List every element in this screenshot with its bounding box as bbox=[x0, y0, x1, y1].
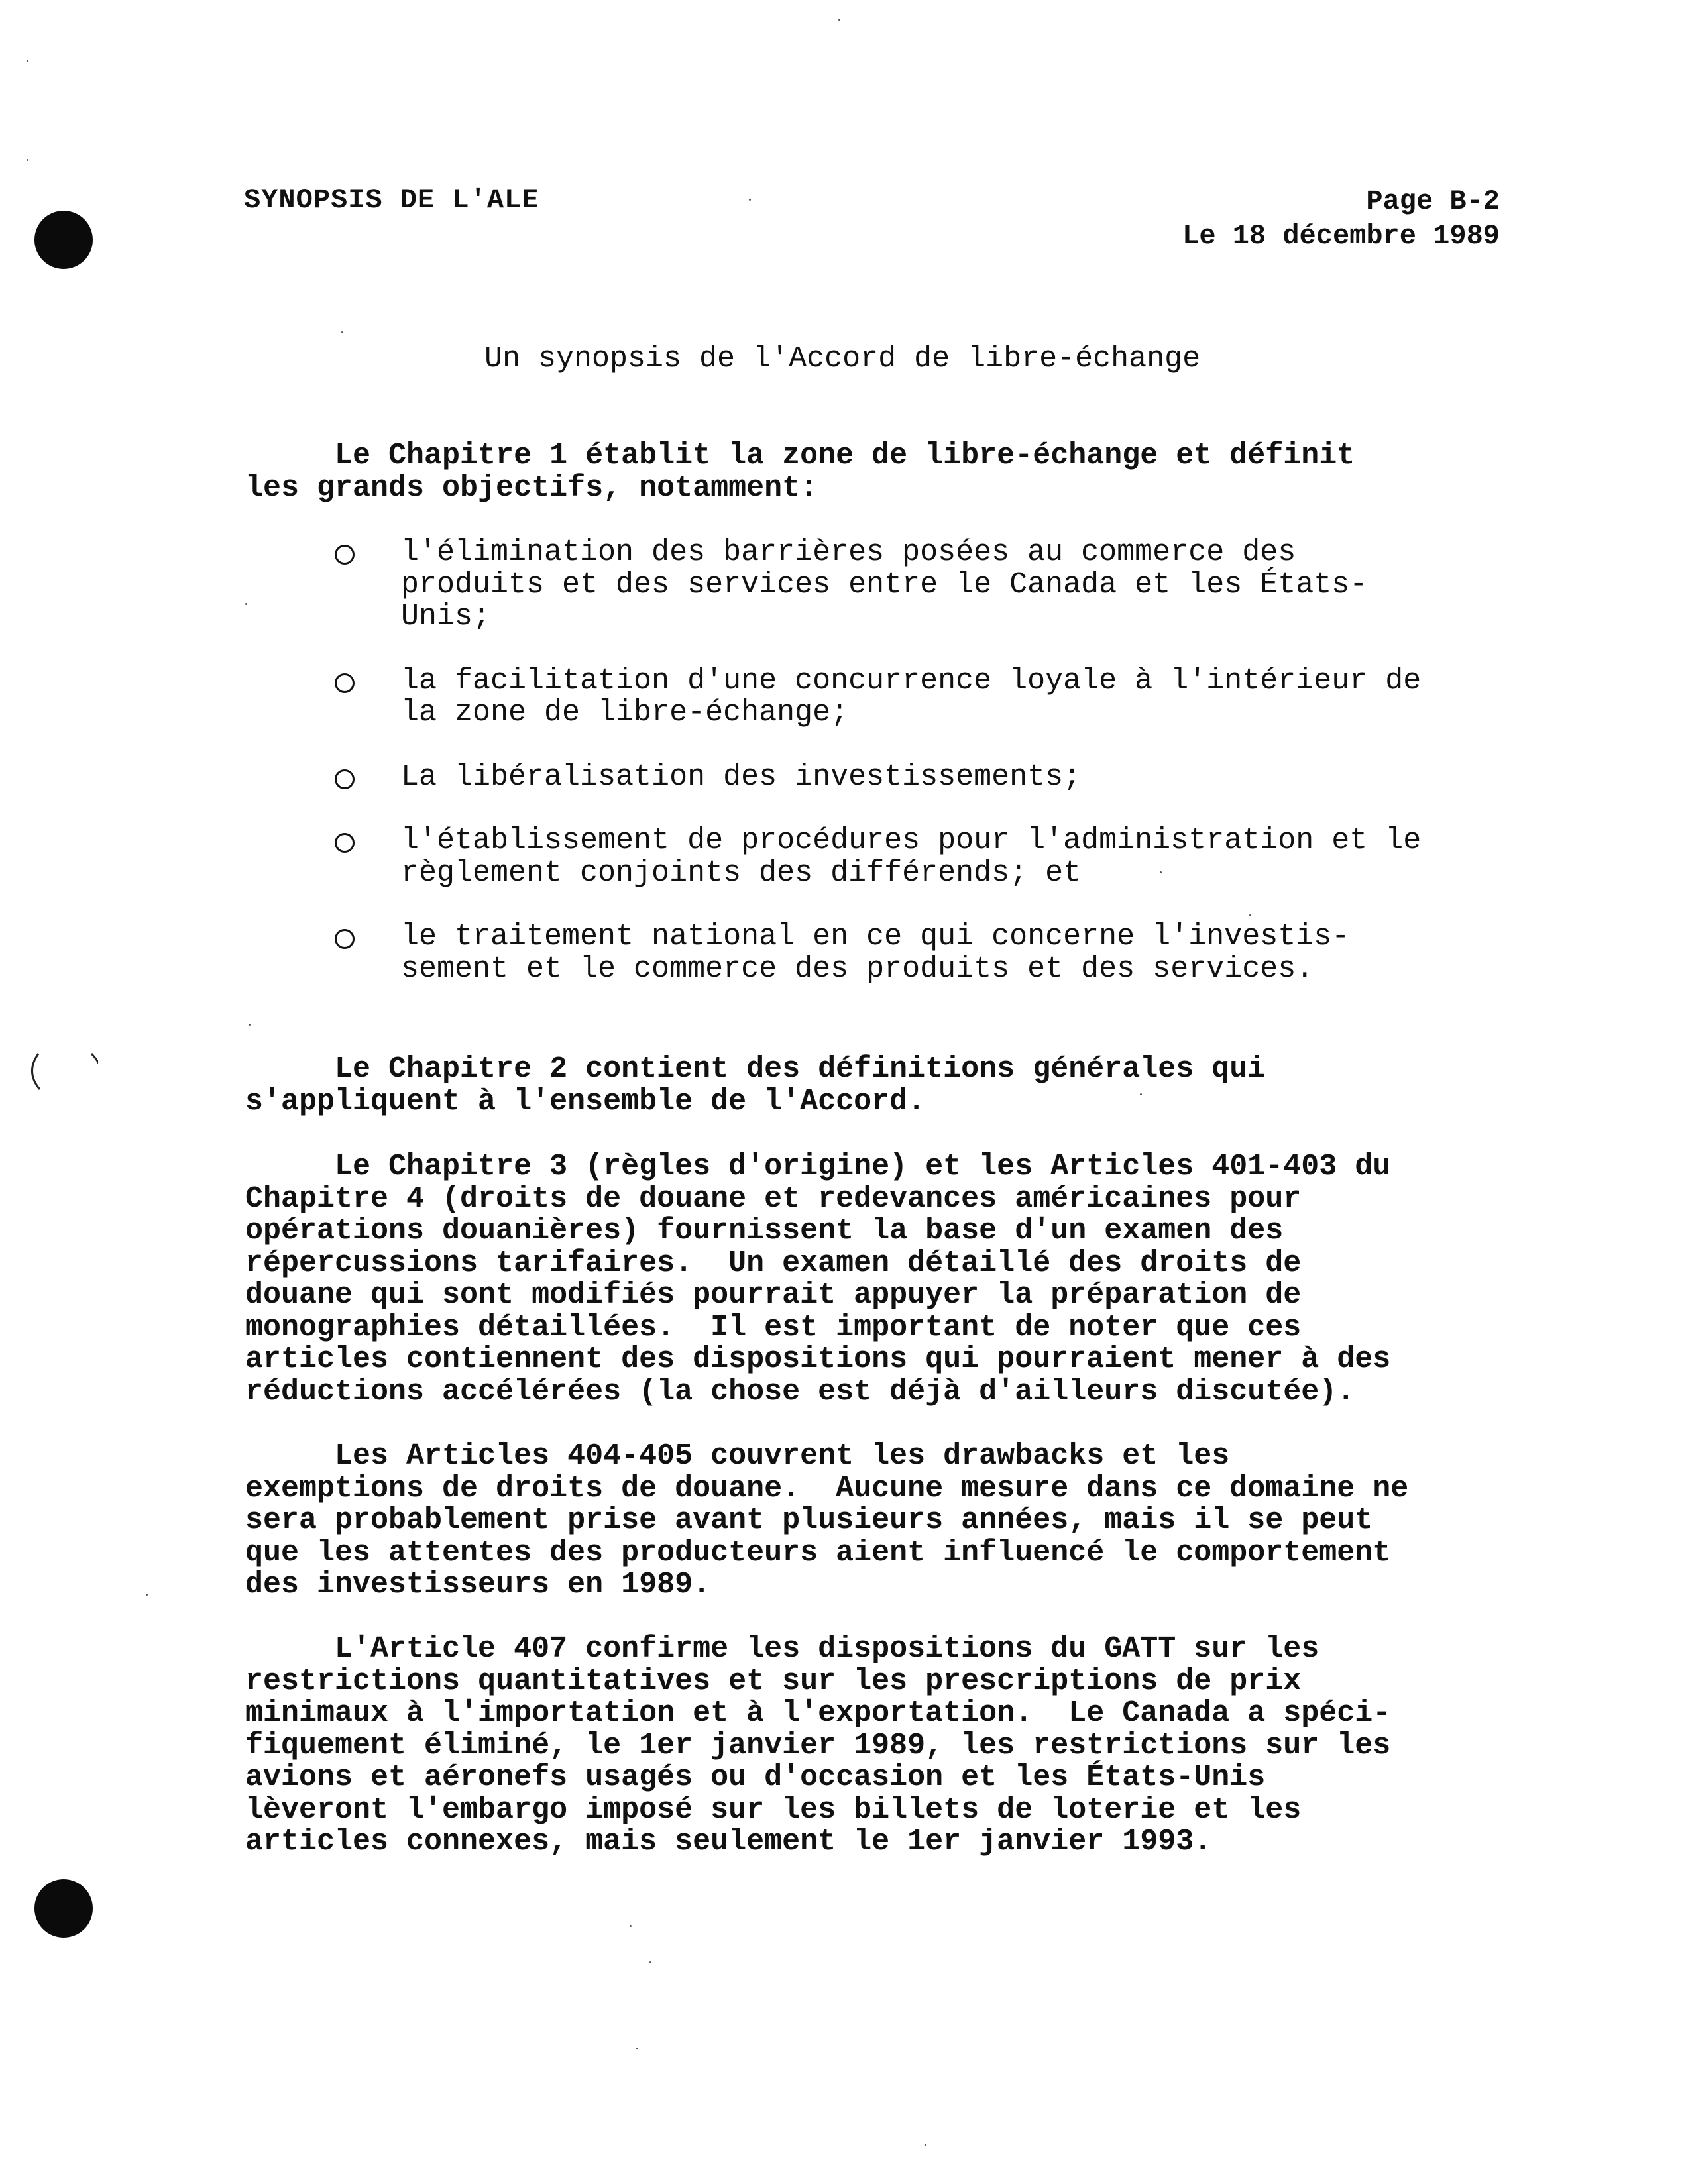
scan-speck bbox=[249, 1024, 251, 1026]
list-item bbox=[335, 825, 1528, 889]
list-item-text: l'élimination des barrières posées au commerce des produits et des services entre le Canada et les États- Unis; bbox=[401, 535, 1368, 633]
list-item-text: la facilitation d'une concurrence loyale à l'intérieur de la zone de libre-échange; bbox=[401, 663, 1422, 730]
scan-speck bbox=[838, 19, 840, 21]
list-item bbox=[335, 665, 1528, 730]
scan-speck bbox=[341, 331, 343, 333]
bullet-circle-icon bbox=[335, 929, 355, 949]
punch-hole-top bbox=[34, 211, 93, 269]
intro-paragraph: Le Chapitre 1 établit la zone de libre-échange et définit les grands objectifs, notamment: bbox=[245, 439, 1355, 505]
list-item-text: le traitement national en ce qui concerne l'investis- sement et le commerce des produits et des services. bbox=[401, 920, 1350, 986]
bullet-circle-icon bbox=[335, 833, 355, 853]
document-title: Un synopsis de l'Accord de libre-échange bbox=[484, 342, 1201, 376]
scan-speck bbox=[925, 2144, 926, 2146]
document-date: Le 18 décembre 1989 bbox=[1182, 220, 1500, 252]
scan-speck bbox=[630, 1925, 632, 1927]
margin-bracket-mark bbox=[19, 1052, 98, 1092]
list-item-text: La libéralisation des investissements; bbox=[401, 759, 1082, 794]
scan-speck bbox=[649, 1961, 651, 1963]
scan-speck bbox=[1249, 914, 1251, 916]
list-item bbox=[335, 761, 1528, 794]
scan-speck bbox=[27, 159, 28, 161]
scan-speck bbox=[146, 1594, 148, 1596]
scan-speck bbox=[636, 2048, 638, 2049]
bullet-circle-icon bbox=[335, 545, 355, 565]
bullet-circle-icon bbox=[335, 769, 355, 789]
paragraph-article-407: L'Article 407 confirme les dispositions du GATT sur les restrictions quantitatives et sur les prescriptions de prix minimaux à l'importation et à l'exportation. Le Canada a spéci- fiquement éliminé, le 1er janvier 1989, les restrictions sur les avions et aéronefs usagés ou d'occasion et les États-Unis lèveront l'embargo imposé sur les billets de loterie et les articles connexes, mais seulement le 1er janvier 1993. bbox=[245, 1632, 1391, 1859]
page-number: Page B-2 bbox=[1366, 186, 1500, 217]
scan-speck bbox=[1160, 871, 1162, 873]
scan-speck bbox=[245, 603, 247, 605]
list-item bbox=[335, 537, 1528, 633]
paragraph-chapter-2: Le Chapitre 2 contient des définitions générales qui s'appliquent à l'ensemble de l'Accord. bbox=[245, 1052, 1266, 1119]
document-header-meta bbox=[1182, 184, 1500, 253]
paragraph-articles-404-405: Les Articles 404-405 couvrent les drawbacks et les exemptions de droits de douane. Aucune mesure dans ce domaine ne sera probablement prise avant plusieurs années, mais il se peut que les attentes des producteurs aient influencé le comportement des investisseurs en 1989. bbox=[245, 1439, 1409, 1602]
bullet-circle-icon bbox=[335, 673, 355, 693]
document-header-title: SYNOPSIS DE L'ALE bbox=[244, 184, 539, 216]
list-item-text: l'établissement de procédures pour l'administration et le règlement conjoints des différends; et bbox=[401, 824, 1422, 890]
scan-speck bbox=[749, 199, 751, 201]
objectives-list bbox=[335, 537, 1528, 1017]
scan-speck bbox=[27, 60, 28, 62]
punch-hole-bottom bbox=[34, 1879, 93, 1938]
paragraph-chapter-3: Le Chapitre 3 (règles d'origine) et les Articles 401-403 du Chapitre 4 (droits de douane et redevances américaines pour opérations douanières) fournissent la base d'un examen des répercussions tarifaires. Un examen détaillé des droits de douane qui sont modifiés pourrait appuyer la préparation de monographies détaillées. Il est important de noter que ces articles contiennent des dispositions qui pourraient mener à des réductions accélérées (la chose est déjà d'ailleurs discutée). bbox=[245, 1150, 1391, 1409]
list-item bbox=[335, 921, 1528, 985]
scan-speck bbox=[1140, 1093, 1142, 1095]
